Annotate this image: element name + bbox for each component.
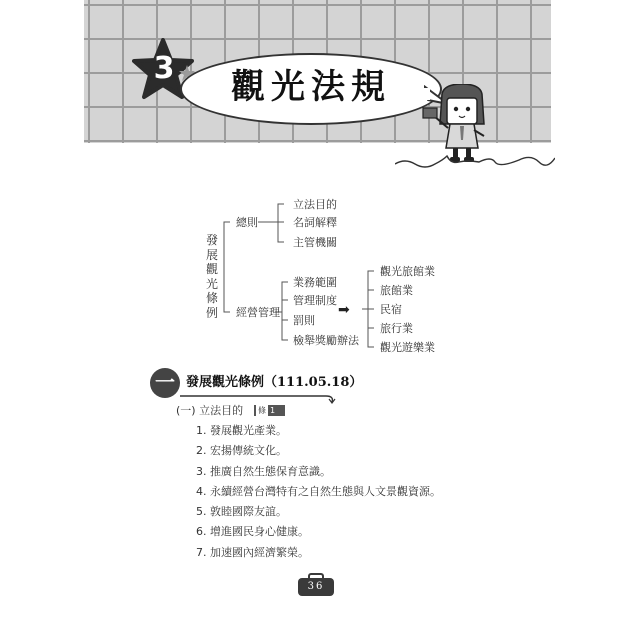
right-arrow-icon: ➡ — [338, 302, 350, 318]
decorative-squiggle — [395, 150, 555, 170]
node-bnb: 民宿 — [380, 303, 402, 316]
page-number: 36 — [298, 578, 334, 596]
node-business-scope: 業務範圍 — [293, 276, 337, 289]
list-item: 7. 加速國內經濟繁榮。 — [196, 545, 309, 559]
section-underline — [150, 390, 340, 404]
list-item: 2. 宏揚傳統文化。 — [196, 444, 287, 458]
article-tag-number: 1 — [270, 406, 276, 415]
node-legislative-purpose: 立法目的 — [293, 198, 337, 211]
list-item: 4. 永續經營台灣特有之自然生態與人文景觀資源。 — [196, 484, 441, 498]
node-competent-authority: 主管機關 — [293, 236, 337, 249]
node-travel-agency: 旅行業 — [380, 322, 413, 335]
node-hotel: 旅館業 — [380, 284, 413, 297]
chapter-title: 觀光法規 — [231, 67, 391, 107]
list-item: 3. 推廣自然生態保育意識。 — [196, 464, 331, 478]
section-number-badge: 一 — [150, 368, 180, 398]
branch-general-label: 總則 — [236, 216, 258, 229]
list-item: 6. 增進國民身心健康。 — [196, 525, 309, 539]
article-tag-box: 條 — [258, 406, 266, 415]
chapter-number: 3 — [153, 51, 175, 86]
diagram-root-label: 發展觀光條例 — [205, 233, 218, 320]
list-item: 5. 敦睦國際友誼。 — [196, 505, 287, 519]
node-reporting-rewards: 檢舉獎勵辦法 — [293, 334, 359, 347]
purpose-list — [196, 421, 441, 563]
section-title: 發展觀光條例（111.05.18） — [186, 375, 363, 390]
subsection-heading: (一) 立法目的 — [176, 404, 244, 417]
node-penalties: 罰則 — [293, 314, 315, 327]
branch-operation-label: 經營管理 — [236, 306, 280, 319]
node-amusement-park: 觀光遊樂業 — [380, 341, 435, 354]
list-item: 1. 發展觀光產業。 — [196, 424, 287, 437]
article-tag — [254, 405, 285, 416]
node-management-system: 管理制度 — [293, 294, 337, 307]
node-tourist-hotel: 觀光旅館業 — [380, 265, 435, 278]
node-term-definitions: 名詞解釋 — [293, 216, 337, 229]
